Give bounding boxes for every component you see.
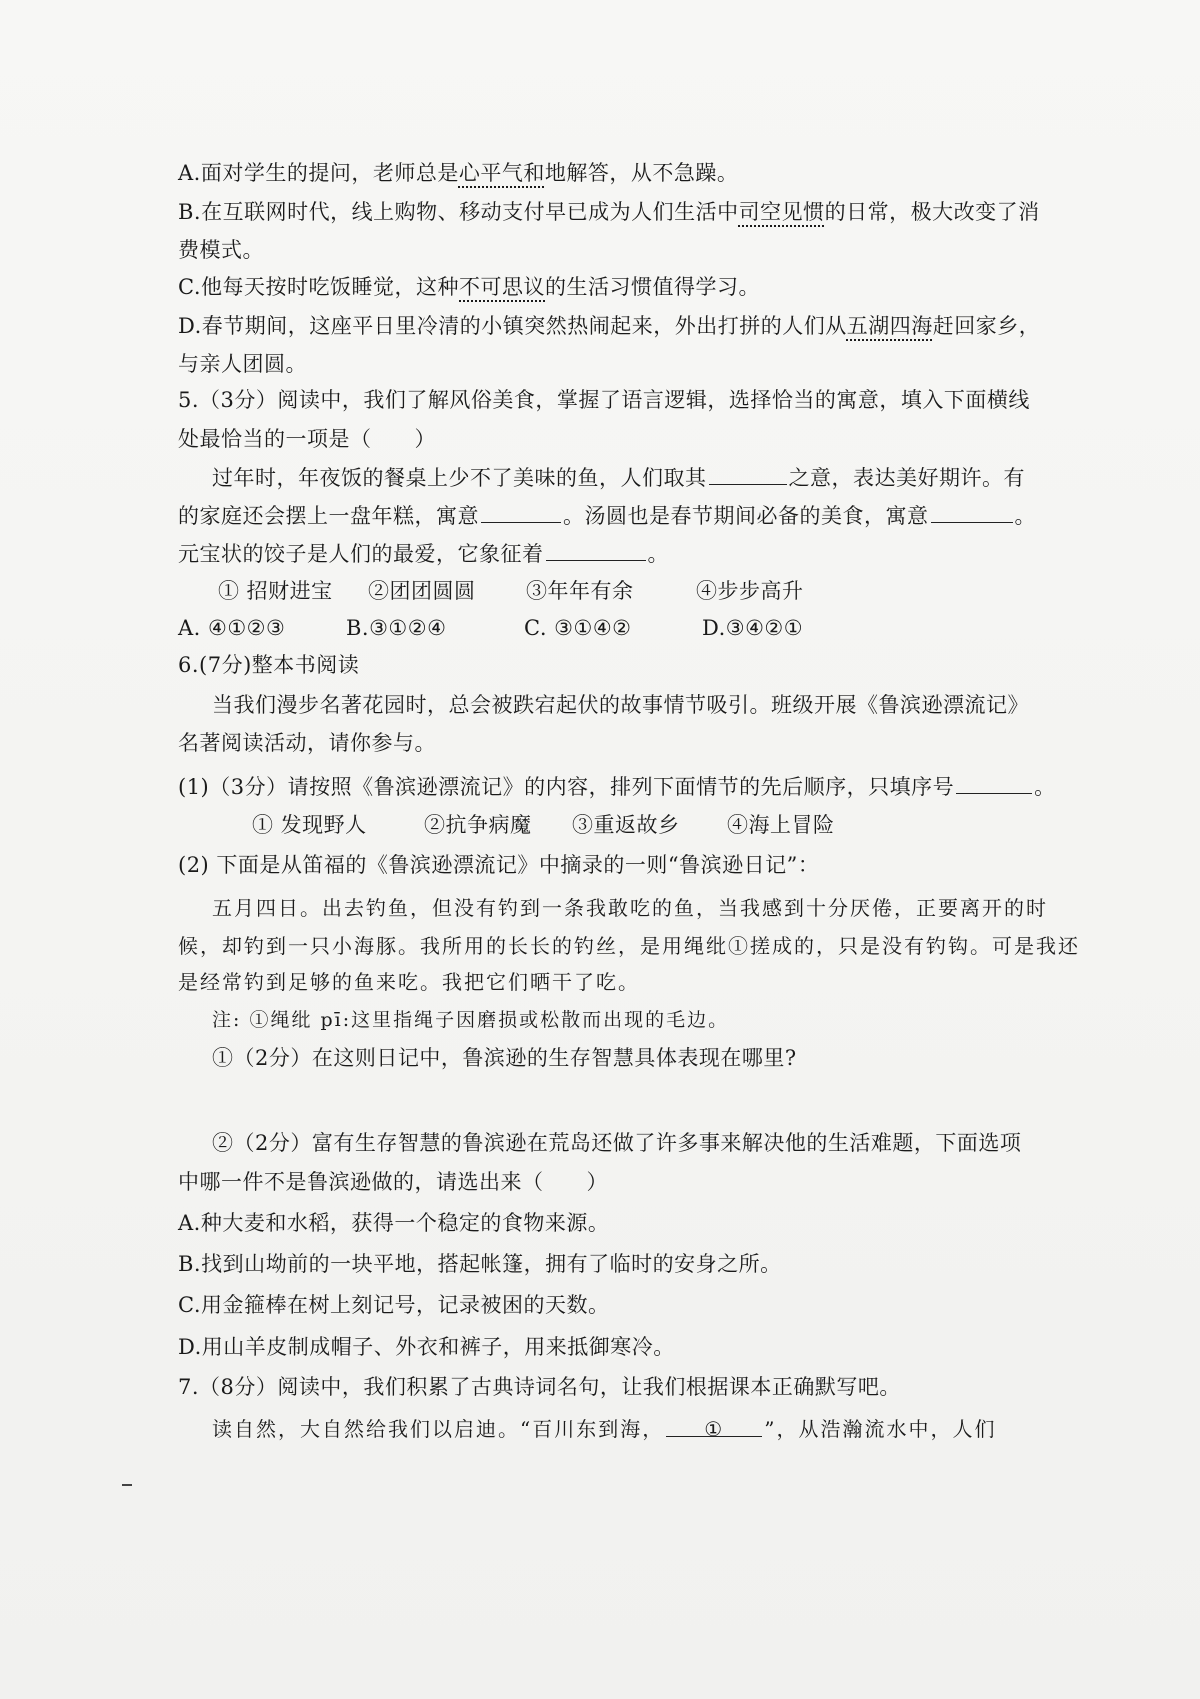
q6-question-a: ①（2分）在这则日记中，鲁滨逊的生存智慧具体表现在哪里? — [212, 1046, 797, 1070]
q5-stem-cont: 处最恰当的一项是（ ） — [178, 427, 436, 451]
q6-intro-line2: 名著阅读活动，请你参与。 — [178, 731, 436, 755]
plot-item: ① 发现野人 — [252, 813, 367, 837]
q5-answer[interactable]: A. ④①②③ — [178, 616, 286, 640]
diary-note: 注: ①绳纰 pī:这里指绳子因磨损或松散而出现的毛边。 — [212, 1009, 730, 1031]
q4-option-b-cont: 费模式。 — [178, 238, 264, 262]
q5-answer-list — [178, 613, 803, 643]
q4-option-b: B.在互联网时代，线上购物、移动支付早已成为人们生活中司空见惯的日常，极大改变了消 — [178, 200, 1040, 224]
q6-option-d[interactable]: D.用山羊皮制成帽子、外衣和裤子，用来抵御寒冷。 — [178, 1335, 675, 1359]
q5-choice-list — [218, 576, 804, 606]
fill-blank[interactable] — [931, 500, 1013, 523]
margin-mark — [122, 1484, 132, 1486]
q6-sub2: (2) 下面是从笛福的《鲁滨逊漂流记》中摘录的一则“鲁滨逊日记”： — [178, 853, 820, 877]
q5-choice: ②团团圆圆 — [368, 579, 476, 603]
fill-blank[interactable] — [709, 462, 787, 485]
q6-option-c[interactable]: C.用金箍棒在树上刻记号，记录被困的天数。 — [178, 1293, 610, 1317]
q4-option-c: C.他每天按时吃饭睡觉，这种不可思议的生活习惯值得学习。 — [178, 275, 760, 299]
q6-sub1: (1)（3分）请按照《鲁滨逊漂流记》的内容，排列下面情节的先后顺序，只填序号 。 — [178, 771, 1056, 802]
q4-option-a: A.面对学生的提问，老师总是心平气和地解答，从不急躁。 — [178, 161, 739, 185]
poem-blank[interactable]: ① — [666, 1414, 762, 1437]
q6-plot-list — [252, 810, 835, 840]
q6-option-b[interactable]: B.找到山坳前的一块平地，搭起帐篷，拥有了临时的安身之所。 — [178, 1252, 782, 1276]
q6-title: 6.(7分)整本书阅读 — [178, 653, 360, 677]
q5-passage-line1: 过年时，年夜饭的餐桌上少不了美味的鱼，人们取其 之意，表达美好期许。有 — [212, 462, 1025, 493]
q5-answer[interactable]: B.③①②④ — [346, 616, 447, 640]
emphasis-word: 司空见惯 — [738, 200, 825, 224]
fill-blank[interactable] — [546, 538, 646, 561]
q6-intro-line1: 当我们漫步名著花园时，总会被跌宕起伏的故事情节吸引。班级开展《鲁滨逊漂流记》 — [212, 693, 1029, 717]
q4-option-d-cont: 与亲人团圆。 — [178, 352, 307, 376]
fill-blank[interactable] — [956, 771, 1032, 794]
q5-choice: ① 招财进宝 — [218, 579, 333, 603]
q5-passage-line2: 的家庭还会摆上一盘年糕，寓意 。汤圆也是春节期间必备的美食，寓意 。 — [178, 500, 1036, 531]
emphasis-word: 五湖四海 — [846, 314, 933, 338]
q5-passage-line3: 元宝状的饺子是人们的最爱，它象征着 。 — [178, 538, 669, 569]
emphasis-word: 心平气和 — [458, 161, 545, 185]
diary-line3: 是经常钓到足够的鱼来吃。我把它们晒干了吃。 — [178, 970, 640, 994]
q6-question-b-line1: ②（2分）富有生存智慧的鲁滨逊在荒岛还做了许多事来解决他的生活难题，下面选项 — [212, 1131, 1022, 1155]
q6-question-b-line2: 中哪一件不是鲁滨逊做的，请选出来（ ） — [178, 1170, 608, 1194]
diary-line1: 五月四日。出去钓鱼，但没有钓到一条我敢吃的鱼，当我感到十分厌倦，正要离开的时 — [212, 896, 1048, 920]
q5-answer[interactable]: D.③④②① — [702, 616, 804, 640]
q7-passage-line1: 读自然，大自然给我们以启迪。“百川东到海， ① ”，从浩瀚流水中，人们 — [212, 1414, 996, 1444]
q4-option-d: D.春节期间，这座平日里冷清的小镇突然热闹起来，外出打拼的人们从五湖四海赶回家乡， — [178, 314, 1041, 338]
plot-item: ③重返故乡 — [572, 813, 680, 837]
emphasis-word: 不可思议 — [459, 275, 545, 299]
fill-blank[interactable] — [481, 500, 561, 523]
q5-choice: ④步步高升 — [696, 579, 804, 603]
q5-stem: 5.（3分）阅读中，我们了解风俗美食，掌握了语言逻辑，选择恰当的寓意，填入下面横线 — [178, 388, 1030, 412]
q5-answer[interactable]: C. ③①④② — [524, 616, 632, 640]
diary-line2: 候，却钓到一只小海豚。我所用的长长的钓丝，是用绳纰①搓成的，只是没有钓钩。可是我还 — [178, 934, 1080, 958]
plot-item: ②抗争病魔 — [424, 813, 532, 837]
q7-title: 7.（8分）阅读中，我们积累了古典诗词名句，让我们根据课本正确默写吧。 — [178, 1375, 901, 1399]
q6-option-a[interactable]: A.种大麦和水稻，获得一个稳定的食物来源。 — [178, 1211, 610, 1235]
q5-choice: ③年年有余 — [526, 579, 634, 603]
plot-item: ④海上冒险 — [727, 813, 835, 837]
